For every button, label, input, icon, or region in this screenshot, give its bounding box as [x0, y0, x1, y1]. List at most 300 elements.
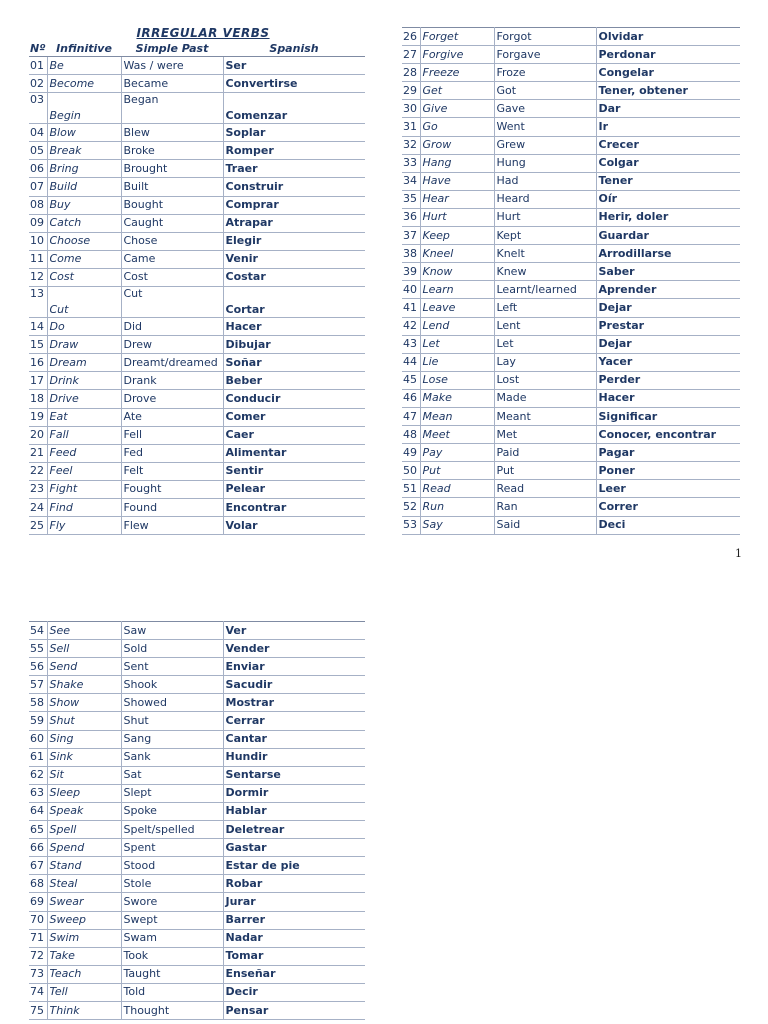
verb-number: 09	[29, 214, 47, 232]
verb-infinitive: Sweep	[47, 911, 121, 929]
table-row	[29, 318, 365, 336]
table-row	[29, 947, 365, 965]
table-row	[29, 336, 365, 354]
verb-number: 54	[29, 622, 47, 640]
verb-simple-past: Was / were	[121, 57, 223, 75]
table-row	[402, 263, 740, 281]
verb-simple-past: Sat	[121, 766, 223, 784]
table-row	[402, 208, 740, 226]
table-row	[402, 480, 740, 498]
verb-spanish: Tener, obtener	[596, 82, 740, 100]
verb-simple-past: Told	[121, 983, 223, 1001]
verb-infinitive: Show	[47, 694, 121, 712]
verb-infinitive: Lend	[420, 317, 494, 335]
table-row	[29, 160, 365, 178]
verb-simple-past: Drove	[121, 390, 223, 408]
verb-simple-past: Grew	[494, 136, 596, 154]
verb-infinitive: Speak	[47, 802, 121, 820]
verb-simple-past: Kept	[494, 227, 596, 245]
verb-simple-past: Saw	[121, 622, 223, 640]
table-row	[29, 893, 365, 911]
verb-spanish: Beber	[223, 372, 365, 390]
verb-number: 47	[402, 407, 420, 425]
verb-spanish: Enseñar	[223, 965, 365, 983]
table-row	[29, 712, 365, 730]
table-row	[29, 93, 365, 124]
verb-spanish: Saber	[596, 263, 740, 281]
verb-spanish: Deci	[596, 516, 740, 534]
verb-infinitive: Find	[47, 498, 121, 516]
table-row	[29, 929, 365, 947]
verb-number: 50	[402, 462, 420, 480]
verb-spanish: Enviar	[223, 658, 365, 676]
verb-infinitive: Forgive	[420, 46, 494, 64]
verb-spanish: Barrer	[223, 911, 365, 929]
verb-infinitive: Let	[420, 335, 494, 353]
verb-number: 26	[402, 28, 420, 46]
table-header-row	[29, 41, 365, 57]
verb-number: 33	[402, 154, 420, 172]
page-number: 1	[735, 547, 742, 560]
verb-number: 57	[29, 676, 47, 694]
verb-simple-past: Began	[121, 93, 223, 124]
verb-infinitive: Stand	[47, 857, 121, 875]
verb-simple-past: Gave	[494, 100, 596, 118]
verb-infinitive: Give	[420, 100, 494, 118]
verb-spanish: Leer	[596, 480, 740, 498]
table-row	[402, 100, 740, 118]
verb-simple-past: Felt	[121, 462, 223, 480]
verb-infinitive: Keep	[420, 227, 494, 245]
header-simple-past: Simple Past	[121, 41, 223, 57]
table-row	[29, 748, 365, 766]
table-row	[29, 965, 365, 983]
verb-number: 11	[29, 250, 47, 268]
verb-infinitive: Swear	[47, 893, 121, 911]
verb-number: 63	[29, 784, 47, 802]
verb-infinitive: Forget	[420, 28, 494, 46]
table-row	[29, 354, 365, 372]
verb-infinitive: Fall	[47, 426, 121, 444]
verb-simple-past: Got	[494, 82, 596, 100]
verb-infinitive: Sleep	[47, 784, 121, 802]
table-row	[29, 658, 365, 676]
verb-infinitive: See	[47, 622, 121, 640]
verb-number: 32	[402, 136, 420, 154]
verb-spanish: Congelar	[596, 64, 740, 82]
verb-spanish: Cantar	[223, 730, 365, 748]
verb-number: 53	[402, 516, 420, 534]
table-row	[29, 268, 365, 286]
verb-simple-past: Taught	[121, 965, 223, 983]
verb-number: 20	[29, 426, 47, 444]
verb-spanish: Ser	[223, 57, 365, 75]
verb-number: 43	[402, 335, 420, 353]
table-row	[402, 371, 740, 389]
verb-spanish: Elegir	[223, 232, 365, 250]
verb-spanish: Correr	[596, 498, 740, 516]
verb-simple-past: Knew	[494, 263, 596, 281]
verb-spanish: Hacer	[596, 389, 740, 407]
verb-number: 10	[29, 232, 47, 250]
verb-infinitive: Drink	[47, 372, 121, 390]
verb-simple-past: Said	[494, 516, 596, 534]
table-row	[402, 444, 740, 462]
table-body	[29, 622, 365, 1020]
table-row	[402, 46, 740, 64]
verb-spanish: Dibujar	[223, 336, 365, 354]
verb-infinitive: Draw	[47, 336, 121, 354]
table-row	[402, 299, 740, 317]
verb-simple-past: Made	[494, 389, 596, 407]
table-row	[402, 335, 740, 353]
verb-spanish: Prestar	[596, 317, 740, 335]
verb-simple-past: Ate	[121, 408, 223, 426]
verb-infinitive: Sink	[47, 748, 121, 766]
page-title: IRREGULAR VERBS	[136, 26, 270, 40]
verb-spanish: Construir	[223, 178, 365, 196]
verb-spanish: Nadar	[223, 929, 365, 947]
verb-infinitive: Kneel	[420, 245, 494, 263]
verb-number: 59	[29, 712, 47, 730]
verb-spanish: Perdonar	[596, 46, 740, 64]
verb-spanish: Sentir	[223, 462, 365, 480]
verb-infinitive: Sell	[47, 640, 121, 658]
verb-infinitive: Be	[47, 57, 121, 75]
verb-number: 04	[29, 124, 47, 142]
verb-infinitive: Steal	[47, 875, 121, 893]
table-row	[402, 227, 740, 245]
verb-number: 07	[29, 178, 47, 196]
verb-infinitive: Meet	[420, 426, 494, 444]
verb-simple-past: Blew	[121, 124, 223, 142]
verb-number: 15	[29, 336, 47, 354]
verb-spanish: Hablar	[223, 802, 365, 820]
verb-simple-past: Stole	[121, 875, 223, 893]
verb-simple-past: Spelt/spelled	[121, 821, 223, 839]
verb-infinitive: Blow	[47, 124, 121, 142]
verb-infinitive: Cut	[47, 287, 121, 318]
table-row	[402, 281, 740, 299]
verb-spanish: Venir	[223, 250, 365, 268]
verb-spanish: Conducir	[223, 390, 365, 408]
verb-number: 65	[29, 821, 47, 839]
verb-infinitive: Spend	[47, 839, 121, 857]
verb-infinitive: Break	[47, 142, 121, 160]
verb-simple-past: Knelt	[494, 245, 596, 263]
verb-simple-past: Sent	[121, 658, 223, 676]
verb-number: 66	[29, 839, 47, 857]
verb-infinitive: Pay	[420, 444, 494, 462]
table-row	[29, 196, 365, 214]
verb-simple-past: Swept	[121, 911, 223, 929]
verb-number: 42	[402, 317, 420, 335]
verb-infinitive: Fight	[47, 480, 121, 498]
verb-spanish: Dejar	[596, 335, 740, 353]
verb-infinitive: Come	[47, 250, 121, 268]
verb-spanish: Poner	[596, 462, 740, 480]
verb-number: 36	[402, 208, 420, 226]
table-row	[402, 154, 740, 172]
verb-spanish: Volar	[223, 517, 365, 535]
verb-number: 61	[29, 748, 47, 766]
verb-number: 44	[402, 353, 420, 371]
table-row	[402, 407, 740, 425]
verb-number: 49	[402, 444, 420, 462]
verb-spanish: Costar	[223, 268, 365, 286]
verb-simple-past: Hurt	[494, 208, 596, 226]
table-row	[29, 640, 365, 658]
verb-number: 28	[402, 64, 420, 82]
verb-spanish: Yacer	[596, 353, 740, 371]
verb-simple-past: Left	[494, 299, 596, 317]
verb-simple-past: Put	[494, 462, 596, 480]
verb-spanish: Vender	[223, 640, 365, 658]
verb-infinitive: Hurt	[420, 208, 494, 226]
header-infinitive: Infinitive	[47, 41, 121, 57]
verb-infinitive: Run	[420, 498, 494, 516]
verb-number: 05	[29, 142, 47, 160]
verb-infinitive: Mean	[420, 407, 494, 425]
verb-number: 48	[402, 426, 420, 444]
verb-infinitive: Learn	[420, 281, 494, 299]
verb-simple-past: Cut	[121, 287, 223, 318]
verb-spanish: Guardar	[596, 227, 740, 245]
verb-spanish: Soñar	[223, 354, 365, 372]
verb-infinitive: Build	[47, 178, 121, 196]
verb-simple-past: Swam	[121, 929, 223, 947]
verb-infinitive: Catch	[47, 214, 121, 232]
verb-number: 58	[29, 694, 47, 712]
verb-simple-past: Heard	[494, 190, 596, 208]
verb-infinitive: Shake	[47, 676, 121, 694]
verb-infinitive: Lie	[420, 353, 494, 371]
verb-simple-past: Forgot	[494, 28, 596, 46]
verb-spanish: Colgar	[596, 154, 740, 172]
verb-simple-past: Came	[121, 250, 223, 268]
verb-spanish: Decir	[223, 983, 365, 1001]
verb-infinitive: Spell	[47, 821, 121, 839]
verb-number: 19	[29, 408, 47, 426]
verb-infinitive: Shut	[47, 712, 121, 730]
verb-spanish: Mostrar	[223, 694, 365, 712]
verb-simple-past: Drank	[121, 372, 223, 390]
table-row	[29, 480, 365, 498]
verb-number: 69	[29, 893, 47, 911]
verb-simple-past: Shut	[121, 712, 223, 730]
table-row	[402, 82, 740, 100]
verb-infinitive: Make	[420, 389, 494, 407]
verb-simple-past: Paid	[494, 444, 596, 462]
verb-number: 03	[29, 93, 47, 124]
verb-number: 27	[402, 46, 420, 64]
table-row	[29, 214, 365, 232]
table-row	[29, 1001, 365, 1019]
verb-infinitive: Grow	[420, 136, 494, 154]
verb-number: 21	[29, 444, 47, 462]
table-row	[402, 353, 740, 371]
verb-spanish: Dar	[596, 100, 740, 118]
table-row	[402, 172, 740, 190]
verb-number: 75	[29, 1001, 47, 1019]
verb-number: 34	[402, 172, 420, 190]
table-row	[29, 983, 365, 1001]
verb-number: 67	[29, 857, 47, 875]
verb-infinitive: Cost	[47, 268, 121, 286]
table-row	[29, 622, 365, 640]
verb-spanish: Pagar	[596, 444, 740, 462]
verb-simple-past: Learnt/learned	[494, 281, 596, 299]
verb-spanish: Cortar	[223, 287, 365, 318]
verb-number: 56	[29, 658, 47, 676]
verb-infinitive: Swim	[47, 929, 121, 947]
verb-number: 68	[29, 875, 47, 893]
verb-simple-past: Forgave	[494, 46, 596, 64]
verb-number: 24	[29, 498, 47, 516]
verb-infinitive: Think	[47, 1001, 121, 1019]
verb-spanish: Sacudir	[223, 676, 365, 694]
verb-spanish: Olvidar	[596, 28, 740, 46]
verb-spanish: Pensar	[223, 1001, 365, 1019]
table-row	[29, 75, 365, 93]
verb-spanish: Aprender	[596, 281, 740, 299]
verb-number: 06	[29, 160, 47, 178]
verb-spanish: Ir	[596, 118, 740, 136]
verb-number: 13	[29, 287, 47, 318]
table-row	[402, 64, 740, 82]
verb-spanish: Traer	[223, 160, 365, 178]
verb-spanish: Hacer	[223, 318, 365, 336]
table-row	[402, 136, 740, 154]
table-row	[29, 57, 365, 75]
verb-spanish: Dormir	[223, 784, 365, 802]
verb-spanish: Significar	[596, 407, 740, 425]
verb-spanish: Herir, doler	[596, 208, 740, 226]
verb-number: 70	[29, 911, 47, 929]
table-row	[402, 245, 740, 263]
verb-number: 71	[29, 929, 47, 947]
verb-spanish: Comenzar	[223, 93, 365, 124]
verb-spanish: Soplar	[223, 124, 365, 142]
verb-infinitive: Freeze	[420, 64, 494, 82]
verb-number: 45	[402, 371, 420, 389]
verb-spanish: Ver	[223, 622, 365, 640]
verb-infinitive: Hang	[420, 154, 494, 172]
verb-simple-past: Took	[121, 947, 223, 965]
verb-number: 35	[402, 190, 420, 208]
verb-number: 17	[29, 372, 47, 390]
verb-simple-past: Built	[121, 178, 223, 196]
verb-spanish: Caer	[223, 426, 365, 444]
table-row	[29, 875, 365, 893]
table-row	[402, 118, 740, 136]
verb-number: 72	[29, 947, 47, 965]
verb-infinitive: Lose	[420, 371, 494, 389]
verb-infinitive: Say	[420, 516, 494, 534]
verb-simple-past: Fought	[121, 480, 223, 498]
table-row	[402, 426, 740, 444]
verb-infinitive: Put	[420, 462, 494, 480]
verb-spanish: Deletrear	[223, 821, 365, 839]
verb-infinitive: Do	[47, 318, 121, 336]
verb-spanish: Cerrar	[223, 712, 365, 730]
verb-simple-past: Fed	[121, 444, 223, 462]
verb-number: 40	[402, 281, 420, 299]
verb-simple-past: Bought	[121, 196, 223, 214]
verb-simple-past: Brought	[121, 160, 223, 178]
verb-infinitive: Hear	[420, 190, 494, 208]
table-row	[29, 444, 365, 462]
table-row	[29, 839, 365, 857]
verb-number: 39	[402, 263, 420, 281]
verb-simple-past: Shook	[121, 676, 223, 694]
verb-simple-past: Flew	[121, 517, 223, 535]
verb-spanish: Convertirse	[223, 75, 365, 93]
table-row	[29, 250, 365, 268]
verb-simple-past: Became	[121, 75, 223, 93]
table-row	[29, 802, 365, 820]
verb-simple-past: Sold	[121, 640, 223, 658]
table-row	[29, 784, 365, 802]
verb-infinitive: Teach	[47, 965, 121, 983]
verb-spanish: Oír	[596, 190, 740, 208]
table-row	[402, 317, 740, 335]
verb-spanish: Comprar	[223, 196, 365, 214]
verb-simple-past: Stood	[121, 857, 223, 875]
verb-simple-past: Spent	[121, 839, 223, 857]
verb-simple-past: Had	[494, 172, 596, 190]
verb-infinitive: Dream	[47, 354, 121, 372]
verb-number: 60	[29, 730, 47, 748]
verb-number: 22	[29, 462, 47, 480]
table-row	[402, 498, 740, 516]
verb-simple-past: Caught	[121, 214, 223, 232]
verb-infinitive: Sing	[47, 730, 121, 748]
verb-simple-past: Broke	[121, 142, 223, 160]
verb-simple-past: Swore	[121, 893, 223, 911]
verb-simple-past: Ran	[494, 498, 596, 516]
verb-infinitive: Know	[420, 263, 494, 281]
verb-infinitive: Tell	[47, 983, 121, 1001]
verb-simple-past: Meant	[494, 407, 596, 425]
verb-number: 30	[402, 100, 420, 118]
verb-number: 52	[402, 498, 420, 516]
table-row	[29, 408, 365, 426]
verb-infinitive: Bring	[47, 160, 121, 178]
verb-spanish: Comer	[223, 408, 365, 426]
verb-infinitive: Eat	[47, 408, 121, 426]
table-body	[402, 28, 740, 535]
table-row	[29, 857, 365, 875]
verb-spanish: Dejar	[596, 299, 740, 317]
verb-simple-past: Did	[121, 318, 223, 336]
verb-spanish: Sentarse	[223, 766, 365, 784]
verb-simple-past: Read	[494, 480, 596, 498]
verb-number: 08	[29, 196, 47, 214]
verb-simple-past: Lent	[494, 317, 596, 335]
header-number: Nº	[30, 41, 46, 55]
verb-number: 64	[29, 802, 47, 820]
table-row	[29, 178, 365, 196]
verb-number: 46	[402, 389, 420, 407]
table-row	[29, 232, 365, 250]
table-row	[29, 462, 365, 480]
table-row	[29, 142, 365, 160]
verb-simple-past: Drew	[121, 336, 223, 354]
table-row	[29, 821, 365, 839]
verb-simple-past: Thought	[121, 1001, 223, 1019]
table-row	[29, 124, 365, 142]
